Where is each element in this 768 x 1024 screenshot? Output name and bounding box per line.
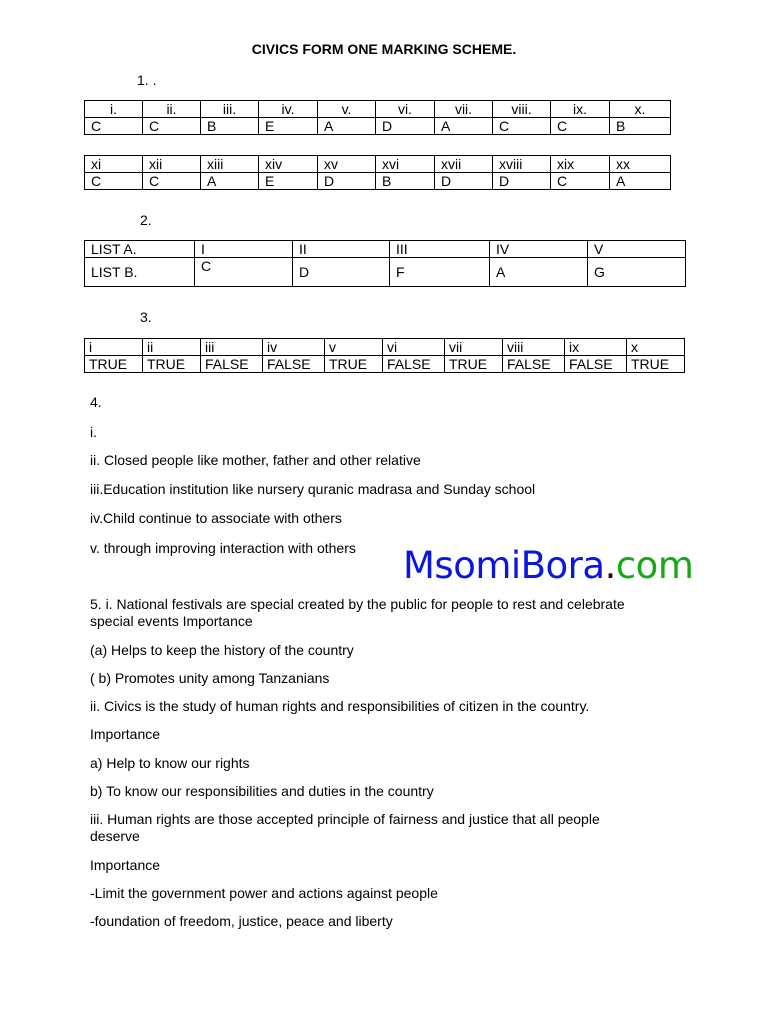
q1-a-header: ix.	[551, 101, 610, 118]
q1-a-header: iii.	[201, 101, 259, 118]
q1-a-header: vii.	[435, 101, 493, 118]
q3-answer: TRUE	[85, 356, 143, 373]
q1-table-a-answer-row	[85, 118, 671, 135]
q1-table-b-header-row	[85, 156, 671, 173]
q2-list-a-cell: I	[195, 241, 293, 258]
q2-list-b-cell: C	[195, 258, 293, 287]
q4-answer-line: iii.Education institution like nursery quranic madrasa and Sunday school	[90, 481, 536, 497]
q3-header: vi	[383, 339, 445, 356]
q3-header: vii	[445, 339, 503, 356]
q1-a-answer: C	[493, 118, 551, 135]
q1-a-answer: E	[259, 118, 318, 135]
q1-a-header: ii.	[143, 101, 201, 118]
q2-list-a-cell: LIST A.	[85, 241, 195, 258]
q3-answer: FALSE	[383, 356, 445, 373]
q1-b-header: xx	[610, 156, 671, 173]
q5-answer-line: Importance	[90, 726, 161, 742]
q2-list-b-cell: G	[588, 258, 686, 287]
q3-header: i	[85, 339, 143, 356]
q4-answer-line: ii. Closed people like mother, father and other relative	[90, 452, 421, 468]
q1-a-header: x.	[610, 101, 671, 118]
q3-answer: FALSE	[565, 356, 627, 373]
q2-list-a-cell: III	[390, 241, 490, 258]
q5-answer-line: 5. i. National festivals are special created by the public for people to rest and celebrate	[90, 596, 625, 612]
q1-table-b-answer-row	[85, 173, 671, 190]
q5-answer-line: -Limit the government power and actions against people	[90, 885, 438, 901]
q1-b-header: xix	[551, 156, 610, 173]
q3-answer: FALSE	[503, 356, 565, 373]
q2-list-b-cell: LIST B.	[85, 258, 195, 287]
q2-list-b-row	[85, 258, 686, 287]
q5-answer-line: special events Importance	[90, 613, 253, 629]
q3-header: ix	[565, 339, 627, 356]
q5-answer-line: b) To know our responsibilities and duties in the country	[90, 783, 434, 799]
q5-answer-line: deserve	[90, 828, 140, 844]
msomibora-watermark-logo	[403, 542, 693, 590]
q1-b-answer: D	[493, 173, 551, 190]
q1-a-answer: C	[143, 118, 201, 135]
q1-table-b	[84, 155, 671, 190]
q1-b-answer: C	[551, 173, 610, 190]
q2-list-b-cell: F	[390, 258, 490, 287]
q5-answer-line: ii. Civics is the study of human rights and responsibilities of citizen in the country.	[90, 698, 590, 714]
q3-true-false-table	[84, 338, 685, 373]
q1-b-header: xiii	[201, 156, 259, 173]
q2-list-a-cell: II	[293, 241, 390, 258]
q2-list-a-cell: IV	[490, 241, 588, 258]
q5-answer-line: a) Help to know our rights	[90, 755, 250, 771]
q3-header: iii	[201, 339, 263, 356]
q1-a-header: i.	[85, 101, 143, 118]
q4-answer-line: v. through improving interaction with others	[90, 540, 356, 556]
q4-label: 4.	[90, 394, 102, 410]
q3-answer: TRUE	[325, 356, 383, 373]
q5-answer-line: iii. Human rights are those accepted principle of fairness and justice that all people	[90, 811, 600, 827]
q2-label: 2.	[140, 212, 152, 228]
q1-b-header: xvii	[435, 156, 493, 173]
q1-table-a	[84, 100, 671, 135]
q2-list-b-cell: D	[293, 258, 390, 287]
q1-a-answer: C	[551, 118, 610, 135]
page-title: CIVICS FORM ONE MARKING SCHEME.	[251, 41, 517, 57]
q1-b-answer: D	[435, 173, 493, 190]
q1-a-answer: D	[376, 118, 435, 135]
q1-label: 1. .	[137, 72, 157, 88]
q5-answer-line: -foundation of freedom, justice, peace and liberty	[90, 913, 393, 929]
q3-header: x	[627, 339, 685, 356]
q3-answer: TRUE	[627, 356, 685, 373]
q1-a-header: viii.	[493, 101, 551, 118]
q1-b-answer: A	[201, 173, 259, 190]
q1-b-answer: E	[259, 173, 318, 190]
q5-answer-line: (a) Helps to keep the history of the country	[90, 642, 354, 658]
q3-answer-row	[85, 356, 685, 373]
q3-header: viii	[503, 339, 565, 356]
q1-a-answer: A	[318, 118, 376, 135]
q3-answer: TRUE	[143, 356, 201, 373]
q5-answer-line: Importance	[90, 857, 161, 873]
q1-table-a-header-row	[85, 101, 671, 118]
q1-a-answer: A	[435, 118, 493, 135]
q1-b-header: xv	[318, 156, 376, 173]
q1-b-answer: C	[143, 173, 201, 190]
q2-list-b-cell: A	[490, 258, 588, 287]
q1-b-header: xviii	[493, 156, 551, 173]
q1-a-answer: C	[85, 118, 143, 135]
q2-list-a-cell: V	[588, 241, 686, 258]
q1-a-answer: B	[201, 118, 259, 135]
q1-a-header: vi.	[376, 101, 435, 118]
q2-matching-table	[84, 240, 686, 287]
q1-a-header: v.	[318, 101, 376, 118]
q1-b-answer: D	[318, 173, 376, 190]
q3-label: 3.	[140, 309, 152, 325]
q3-header: iv	[263, 339, 325, 356]
q1-b-header: xii	[143, 156, 201, 173]
q1-b-header: xvi	[376, 156, 435, 173]
q1-b-answer: B	[376, 173, 435, 190]
q4-answer-line: i.	[90, 424, 97, 440]
q3-header-row	[85, 339, 685, 356]
q3-header: v	[325, 339, 383, 356]
logo-text-dot: .	[604, 544, 616, 587]
q1-a-answer: B	[610, 118, 671, 135]
q3-header: ii	[143, 339, 201, 356]
q3-answer: FALSE	[201, 356, 263, 373]
q1-b-header: xi	[85, 156, 143, 173]
logo-text-com: com	[615, 544, 694, 587]
q5-answer-line: ( b) Promotes unity among Tanzanians	[90, 670, 330, 686]
q4-answer-line: iv.Child continue to associate with others	[90, 510, 342, 526]
q1-a-header: iv.	[259, 101, 318, 118]
q1-b-answer: C	[85, 173, 143, 190]
q1-b-answer: A	[610, 173, 671, 190]
logo-text-msomibora: MsomiBora	[403, 544, 605, 587]
q3-answer: TRUE	[445, 356, 503, 373]
q2-list-a-row	[85, 241, 686, 258]
q1-b-header: xiv	[259, 156, 318, 173]
q3-answer: FALSE	[263, 356, 325, 373]
